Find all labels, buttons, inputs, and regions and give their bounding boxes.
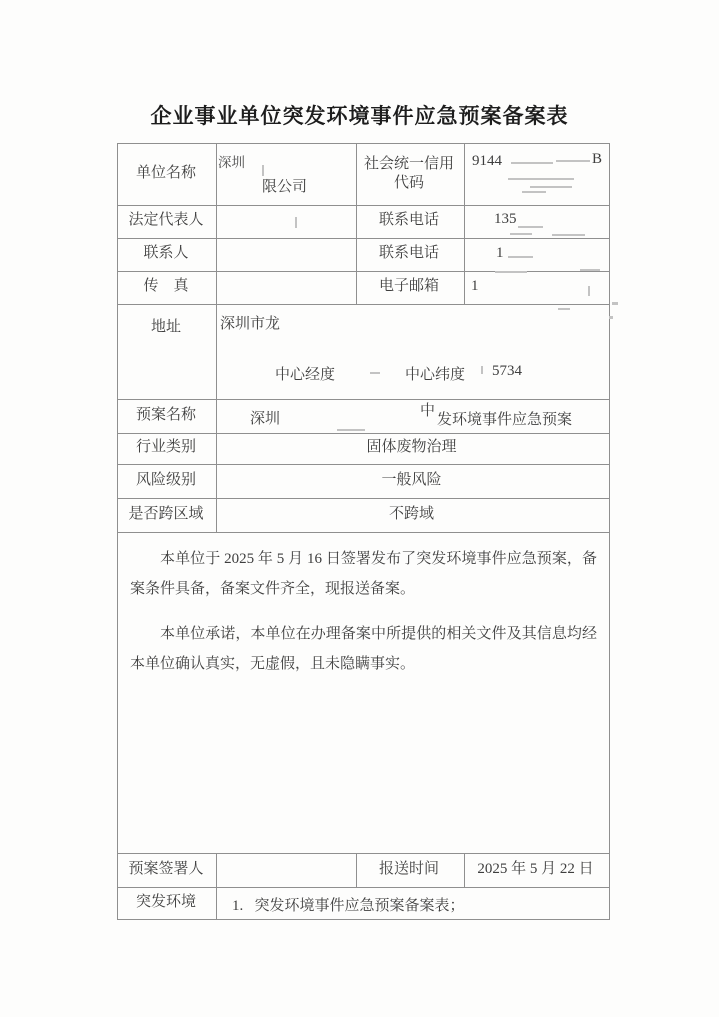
redaction-mark [588,286,590,296]
redaction-mark [612,302,618,305]
redaction-mark [609,316,613,319]
grid-line-v [216,853,217,919]
redaction-mark [518,226,543,228]
redaction-mark [262,165,264,176]
redaction-mark [481,366,483,374]
email-value: 1 [471,278,479,294]
redaction-mark [556,160,590,162]
submit-time-value: 2025 年 5 月 22 日 [477,860,594,877]
contact-label: 联系人 [143,245,189,262]
redaction-mark [495,271,527,273]
redaction-mark [511,162,553,164]
declaration-paragraph-2: 本单位承诺，本单位在办理备案中所提供的相关文件及其信息均经本单位确认真实，无虚假，且未隐瞒事实。 [130,626,597,672]
address-label: 地址 [150,319,181,335]
redaction-mark [580,269,600,271]
materials-label: 突发环境 [135,893,196,910]
plan-name-fragment-3: 发环境事件应急预案 [437,412,573,428]
address-value: 深圳市龙 [220,316,281,332]
legal-rep-label: 法定代表人 [128,212,204,229]
submit-time-label: 报送时间 [378,860,439,877]
grid-line-v [464,144,465,304]
redaction-mark [337,429,365,431]
redaction-mark [530,186,572,188]
latitude-value: 5734 [492,363,522,379]
risk-value: 一般风险 [381,471,442,488]
declaration-paragraph-1: 本单位于 2025 年 5 月 16 日签署发布了突发环境事件应急预案，备案条件具备，备案文件齐全，现报送备案。 [130,551,597,597]
credit-code-value-suffix: B [592,151,603,167]
redaction-mark [558,308,570,310]
credit-code-label: 社会统一信用代码 [363,155,454,191]
latitude-label: 中心纬度 [405,367,466,383]
declaration-cell [117,531,608,852]
redaction-mark [508,256,533,258]
plan-name-fragment-1: 深圳 [250,411,281,427]
fax-label: 传 真 [143,278,189,295]
plan-name-label: 预案名称 [135,406,196,423]
industry-value: 固体废物治理 [366,439,457,456]
unit-name-label: 单位名称 [135,165,196,182]
phone1-label: 联系电话 [378,212,439,229]
unit-name-value-fragment-1: 深圳 [218,155,245,170]
risk-label: 风险级别 [135,471,196,488]
unit-name-value-fragment-2: 限公司 [262,179,308,195]
phone1-value: 135 [494,211,517,227]
redaction-mark [508,178,574,180]
materials-item-1: 1. 突发环境事件应急预案备案表； [232,898,465,914]
redaction-mark [295,217,297,228]
phone2-value: 1 [496,245,504,261]
redaction-mark [510,233,532,235]
longitude-label: 中心经度 [275,367,336,383]
plan-name-fragment-2: 中 [420,403,436,419]
credit-code-value-prefix: 9144 [472,153,502,169]
industry-label: 行业类别 [135,439,196,456]
redaction-mark [552,234,585,236]
email-label: 电子邮箱 [378,278,439,295]
phone2-label: 联系电话 [378,245,439,262]
cross-region-label: 是否跨区域 [128,505,204,522]
redaction-mark [522,191,546,193]
redaction-mark [370,372,380,374]
cross-region-value: 不跨域 [388,505,434,522]
page-title: 企业事业单位突发环境事件应急预案备案表 [150,104,569,128]
signer-label: 预案签署人 [128,860,204,877]
